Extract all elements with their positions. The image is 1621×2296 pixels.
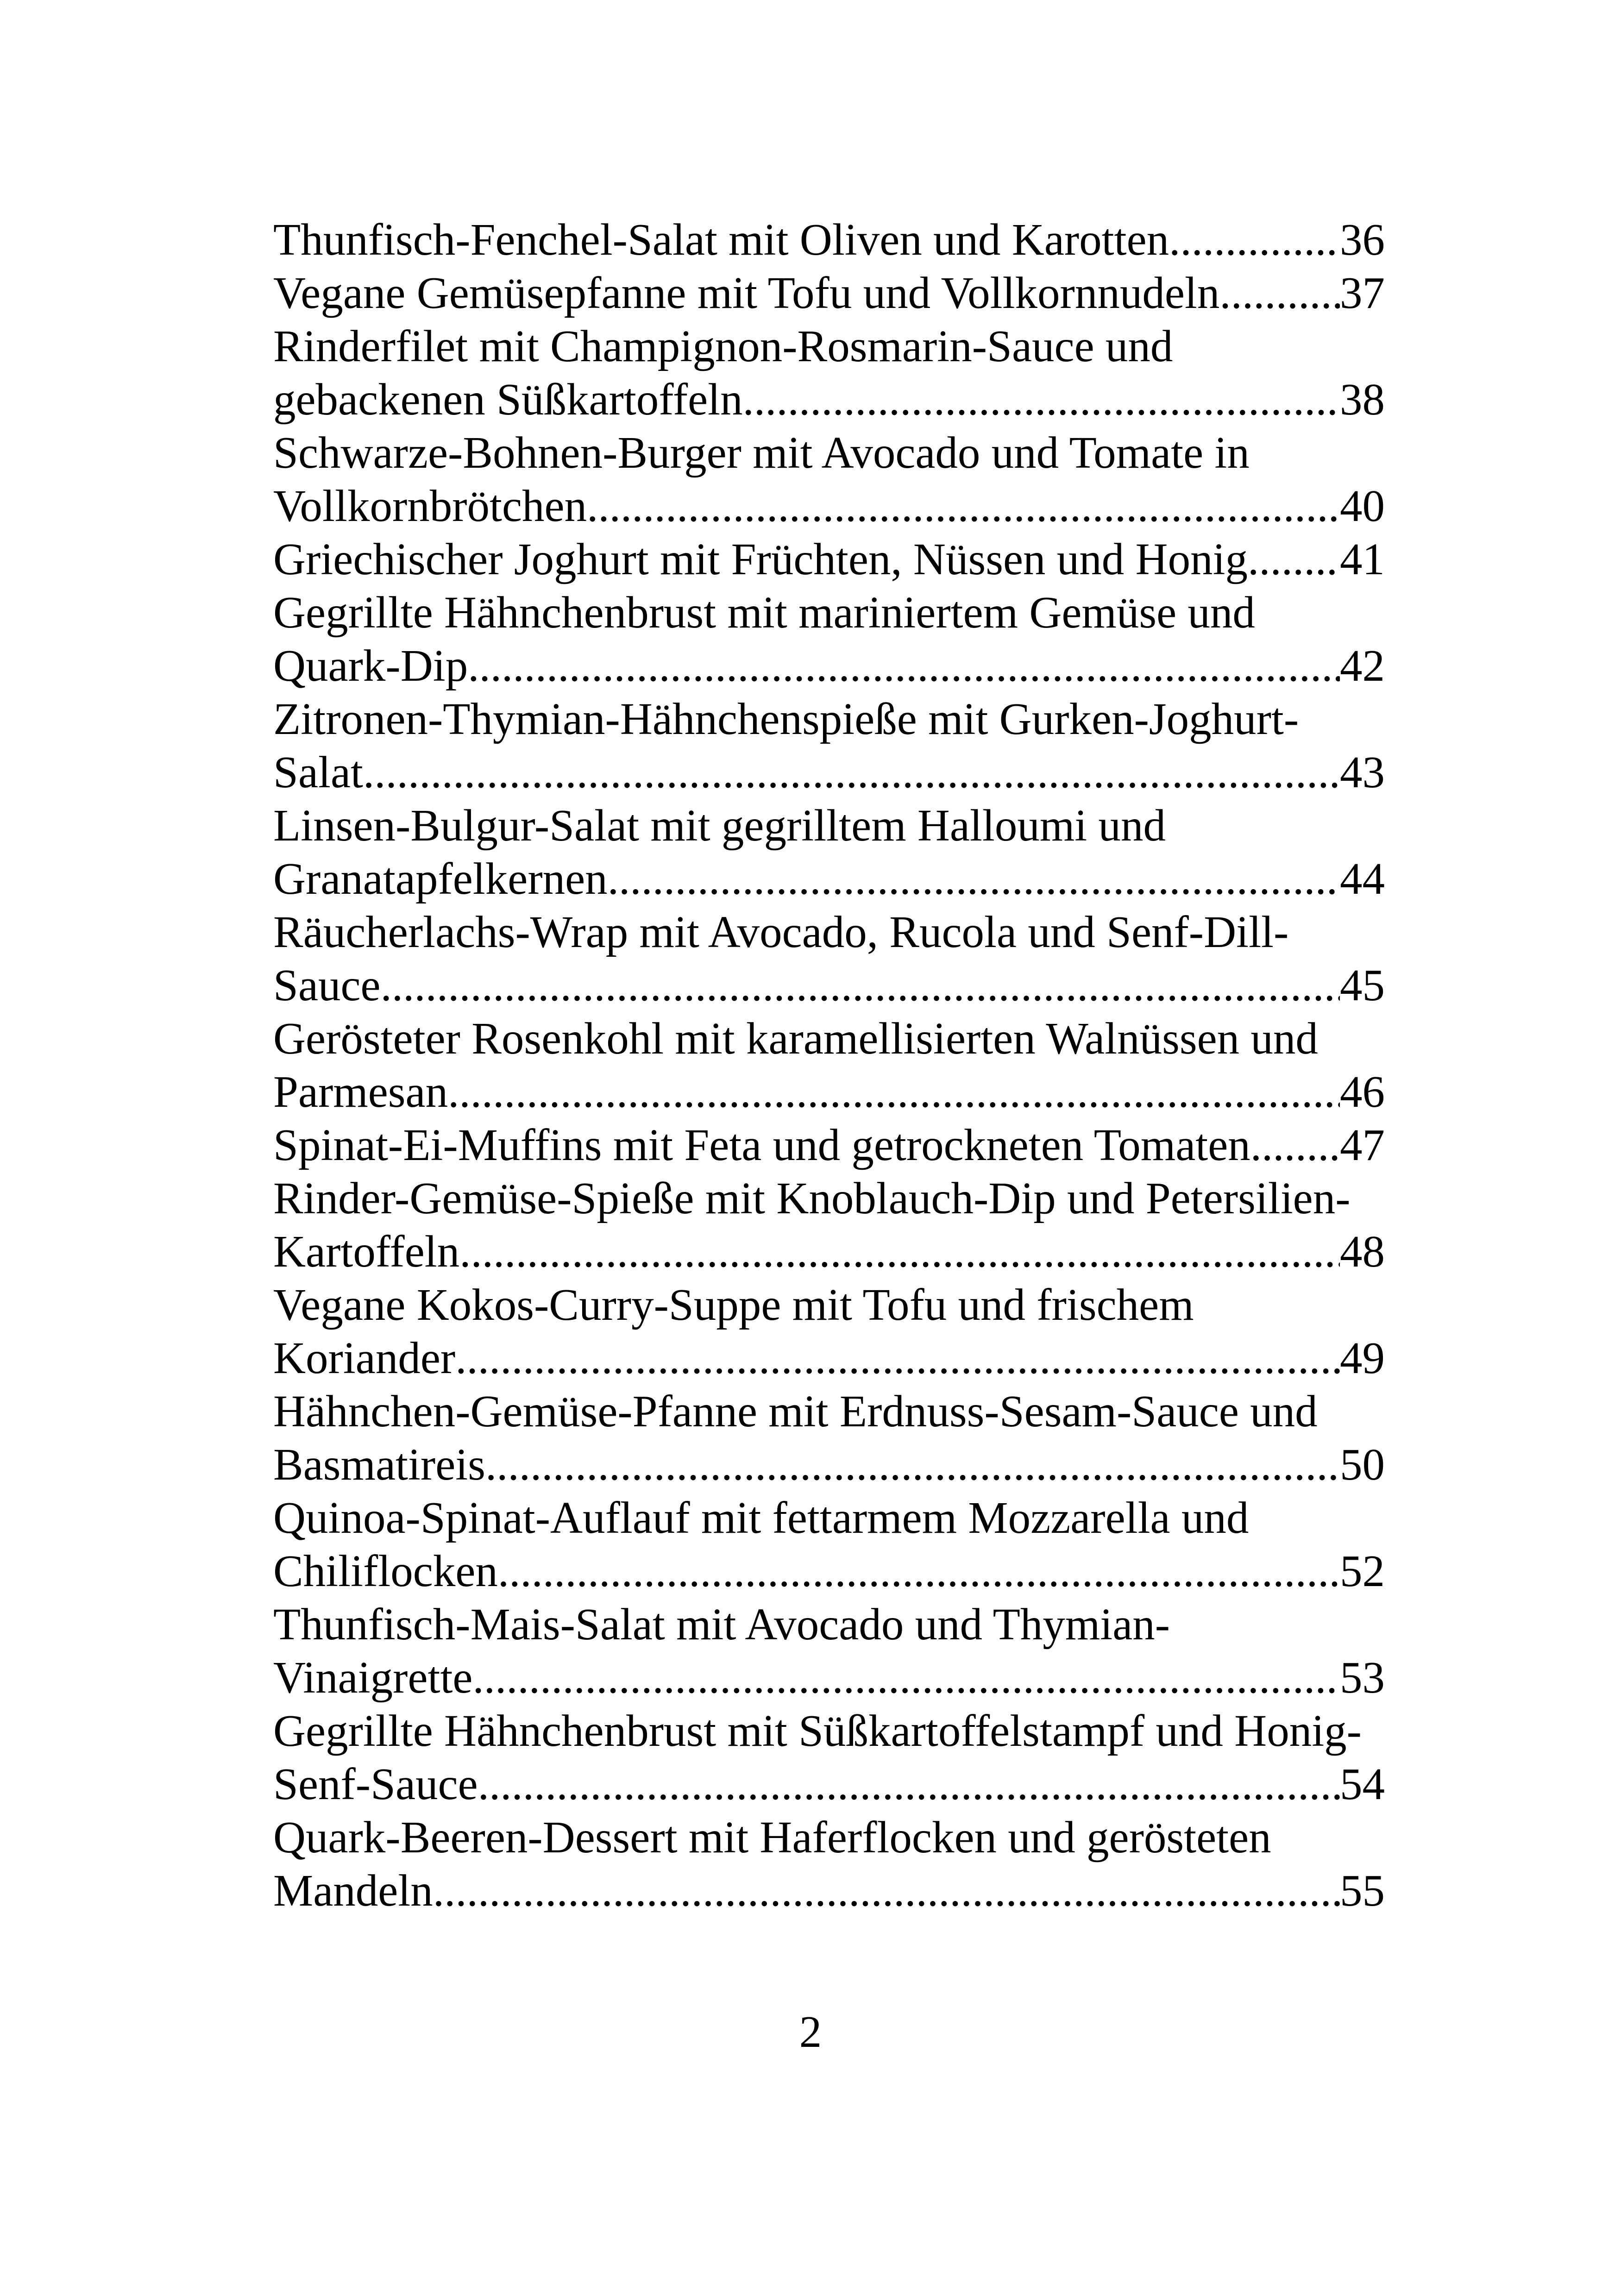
- toc-entry-title: Sauce: [273, 960, 381, 1010]
- toc-entry-title-line: Quark-Beeren-Dessert mit Haferflocken und gerösteten: [273, 1813, 1271, 1862]
- toc-dot-leader: [448, 1065, 1340, 1118]
- toc-entry-last-line: [273, 1864, 1385, 1917]
- toc-entry-title: Salat: [273, 747, 363, 797]
- toc-entry-title-line: Linsen-Bulgur-Salat mit gegrilltem Halloumi und: [273, 801, 1166, 850]
- toc-entry-title-line: Hähnchen-Gemüse-Pfanne mit Erdnuss-Sesam-Sauce und: [273, 1386, 1318, 1436]
- toc-entry-page-number: 50: [1340, 1440, 1385, 1489]
- toc-entry[interactable]: [273, 1278, 1385, 1385]
- toc-dot-leader: [587, 479, 1340, 533]
- toc-entry-title: Spinat-Ei-Muffins mit Feta und getrockneten Tomaten: [273, 1120, 1250, 1170]
- toc-entry-page-number: 48: [1340, 1227, 1385, 1276]
- toc-entry-title-line: Gerösteter Rosenkohl mit karamellisierten Walnüssen und: [273, 1014, 1318, 1063]
- toc-entry-title-line: Rinderfilet mit Champignon-Rosmarin-Sauce und: [273, 321, 1173, 371]
- toc-entry[interactable]: [273, 1704, 1385, 1811]
- toc-entry-last-line: [273, 959, 1385, 1012]
- toc-entry-last-line: [273, 1065, 1385, 1118]
- toc-entry-page-number: 45: [1340, 960, 1385, 1010]
- toc-entry-title-line: Schwarze-Bohnen-Burger mit Avocado und Tomate in: [273, 428, 1250, 477]
- toc-entry[interactable]: [273, 320, 1385, 426]
- toc-dot-leader: [381, 959, 1340, 1012]
- toc-entry-title: Mandeln: [273, 1866, 433, 1915]
- toc-entry[interactable]: [273, 799, 1385, 905]
- toc-entry-last-line: [273, 746, 1385, 799]
- toc-entry[interactable]: [273, 533, 1385, 586]
- toc-entry-title: Thunfisch-Fenchel-Salat mit Oliven und Karotten: [273, 215, 1169, 264]
- toc-entry-page-number: 36: [1340, 215, 1385, 264]
- toc-dot-leader: [473, 1651, 1340, 1704]
- toc-entry[interactable]: [273, 266, 1385, 320]
- toc-entry-page-number: 43: [1340, 747, 1385, 797]
- toc-entry-last-line: [273, 479, 1385, 533]
- toc-dot-leader: [459, 1225, 1340, 1278]
- toc-entry-title: Vollkornbrötchen: [273, 481, 587, 531]
- toc-entry-title: Kartoffeln: [273, 1227, 460, 1276]
- toc-entry-title: Quark-Dip: [273, 641, 468, 690]
- toc-dot-leader: [498, 1544, 1340, 1598]
- toc-entry-title: Parmesan: [273, 1067, 448, 1117]
- toc-dot-leader: [363, 746, 1340, 799]
- toc-entry-page-number: 46: [1340, 1067, 1385, 1117]
- toc-entry-title: Granatapfelkernen: [273, 854, 608, 903]
- toc-dot-leader: [468, 639, 1340, 692]
- table-of-contents: [273, 213, 1385, 1917]
- toc-entry-last-line: [273, 1118, 1385, 1172]
- toc-entry[interactable]: [273, 905, 1385, 1012]
- toc-entry[interactable]: [273, 426, 1385, 533]
- toc-entry-title: Koriander: [273, 1333, 456, 1383]
- toc-entry-page-number: 40: [1340, 481, 1385, 531]
- toc-entry[interactable]: [273, 692, 1385, 799]
- toc-entry-title: Vegane Gemüsepfanne mit Tofu und Vollkornnudeln: [273, 268, 1220, 318]
- toc-entry-last-line: [273, 1544, 1385, 1598]
- toc-entry[interactable]: [273, 1118, 1385, 1172]
- toc-entry-last-line: [273, 213, 1385, 266]
- toc-dot-leader: [1219, 266, 1340, 320]
- toc-entry-title: Vinaigrette: [273, 1653, 473, 1702]
- toc-entry-last-line: [273, 1651, 1385, 1704]
- toc-dot-leader: [608, 852, 1340, 905]
- toc-dot-leader: [743, 373, 1340, 426]
- toc-entry-title-line: Gegrillte Hähnchenbrust mit Süßkartoffelstampf und Honig-: [273, 1706, 1362, 1756]
- toc-entry-title-line: Gegrillte Hähnchenbrust mit mariniertem Gemüse und: [273, 588, 1255, 637]
- toc-dot-leader: [478, 1757, 1340, 1811]
- toc-dot-leader: [1248, 533, 1340, 586]
- toc-entry-title: Chiliflocken: [273, 1546, 498, 1596]
- toc-entry[interactable]: [273, 213, 1385, 266]
- toc-entry-page-number: 44: [1340, 854, 1385, 903]
- toc-entry[interactable]: [273, 1385, 1385, 1491]
- toc-dot-leader: [485, 1438, 1340, 1491]
- toc-entry-title-line: Zitronen-Thymian-Hähnchenspieße mit Gurken-Joghurt-: [273, 694, 1299, 744]
- toc-dot-leader: [1169, 213, 1340, 266]
- toc-entry[interactable]: [273, 586, 1385, 692]
- toc-entry-last-line: [273, 852, 1385, 905]
- toc-entry-last-line: [273, 639, 1385, 692]
- toc-entry-title-line: Thunfisch-Mais-Salat mit Avocado und Thymian-: [273, 1600, 1170, 1649]
- toc-entry-last-line: [273, 1438, 1385, 1491]
- toc-entry-last-line: [273, 1757, 1385, 1811]
- toc-entry-page-number: 53: [1340, 1653, 1385, 1702]
- page-number: 2: [799, 2007, 822, 2057]
- toc-entry-page-number: 47: [1340, 1120, 1385, 1170]
- toc-dot-leader: [433, 1864, 1340, 1917]
- toc-dot-leader: [455, 1331, 1340, 1385]
- toc-entry-page-number: 38: [1340, 375, 1385, 424]
- toc-entry-title-line: Rinder-Gemüse-Spieße mit Knoblauch-Dip und Petersilien-: [273, 1173, 1351, 1223]
- toc-entry-title-line: Quinoa-Spinat-Auflauf mit fettarmem Mozzarella und: [273, 1493, 1249, 1543]
- toc-entry-title: Basmatireis: [273, 1440, 485, 1489]
- toc-entry-last-line: [273, 533, 1385, 586]
- toc-entry[interactable]: [273, 1172, 1385, 1278]
- toc-entry-title: Senf-Sauce: [273, 1759, 478, 1809]
- toc-entry[interactable]: [273, 1491, 1385, 1598]
- toc-entry-page-number: 52: [1340, 1546, 1385, 1596]
- toc-entry-page-number: 41: [1340, 534, 1385, 584]
- toc-entry-page-number: 54: [1340, 1759, 1385, 1809]
- toc-entry[interactable]: [273, 1598, 1385, 1704]
- toc-entry-title: gebackenen Süßkartoffeln: [273, 375, 743, 424]
- toc-entry-page-number: 42: [1340, 641, 1385, 690]
- toc-entry-last-line: [273, 1225, 1385, 1278]
- toc-entry[interactable]: [273, 1012, 1385, 1118]
- toc-entry-last-line: [273, 1331, 1385, 1385]
- toc-entry-title: Griechischer Joghurt mit Früchten, Nüssen und Honig: [273, 534, 1248, 584]
- toc-entry-page-number: 37: [1340, 268, 1385, 318]
- toc-entry-last-line: [273, 266, 1385, 320]
- toc-entry-title-line: Vegane Kokos-Curry-Suppe mit Tofu und frischem: [273, 1280, 1194, 1330]
- toc-entry-last-line: [273, 373, 1385, 426]
- toc-entry-title-line: Räucherlachs-Wrap mit Avocado, Rucola und Senf-Dill-: [273, 907, 1289, 957]
- toc-entry-page-number: 49: [1340, 1333, 1385, 1383]
- toc-entry[interactable]: [273, 1811, 1385, 1917]
- toc-dot-leader: [1250, 1118, 1340, 1172]
- toc-entry-page-number: 55: [1340, 1866, 1385, 1915]
